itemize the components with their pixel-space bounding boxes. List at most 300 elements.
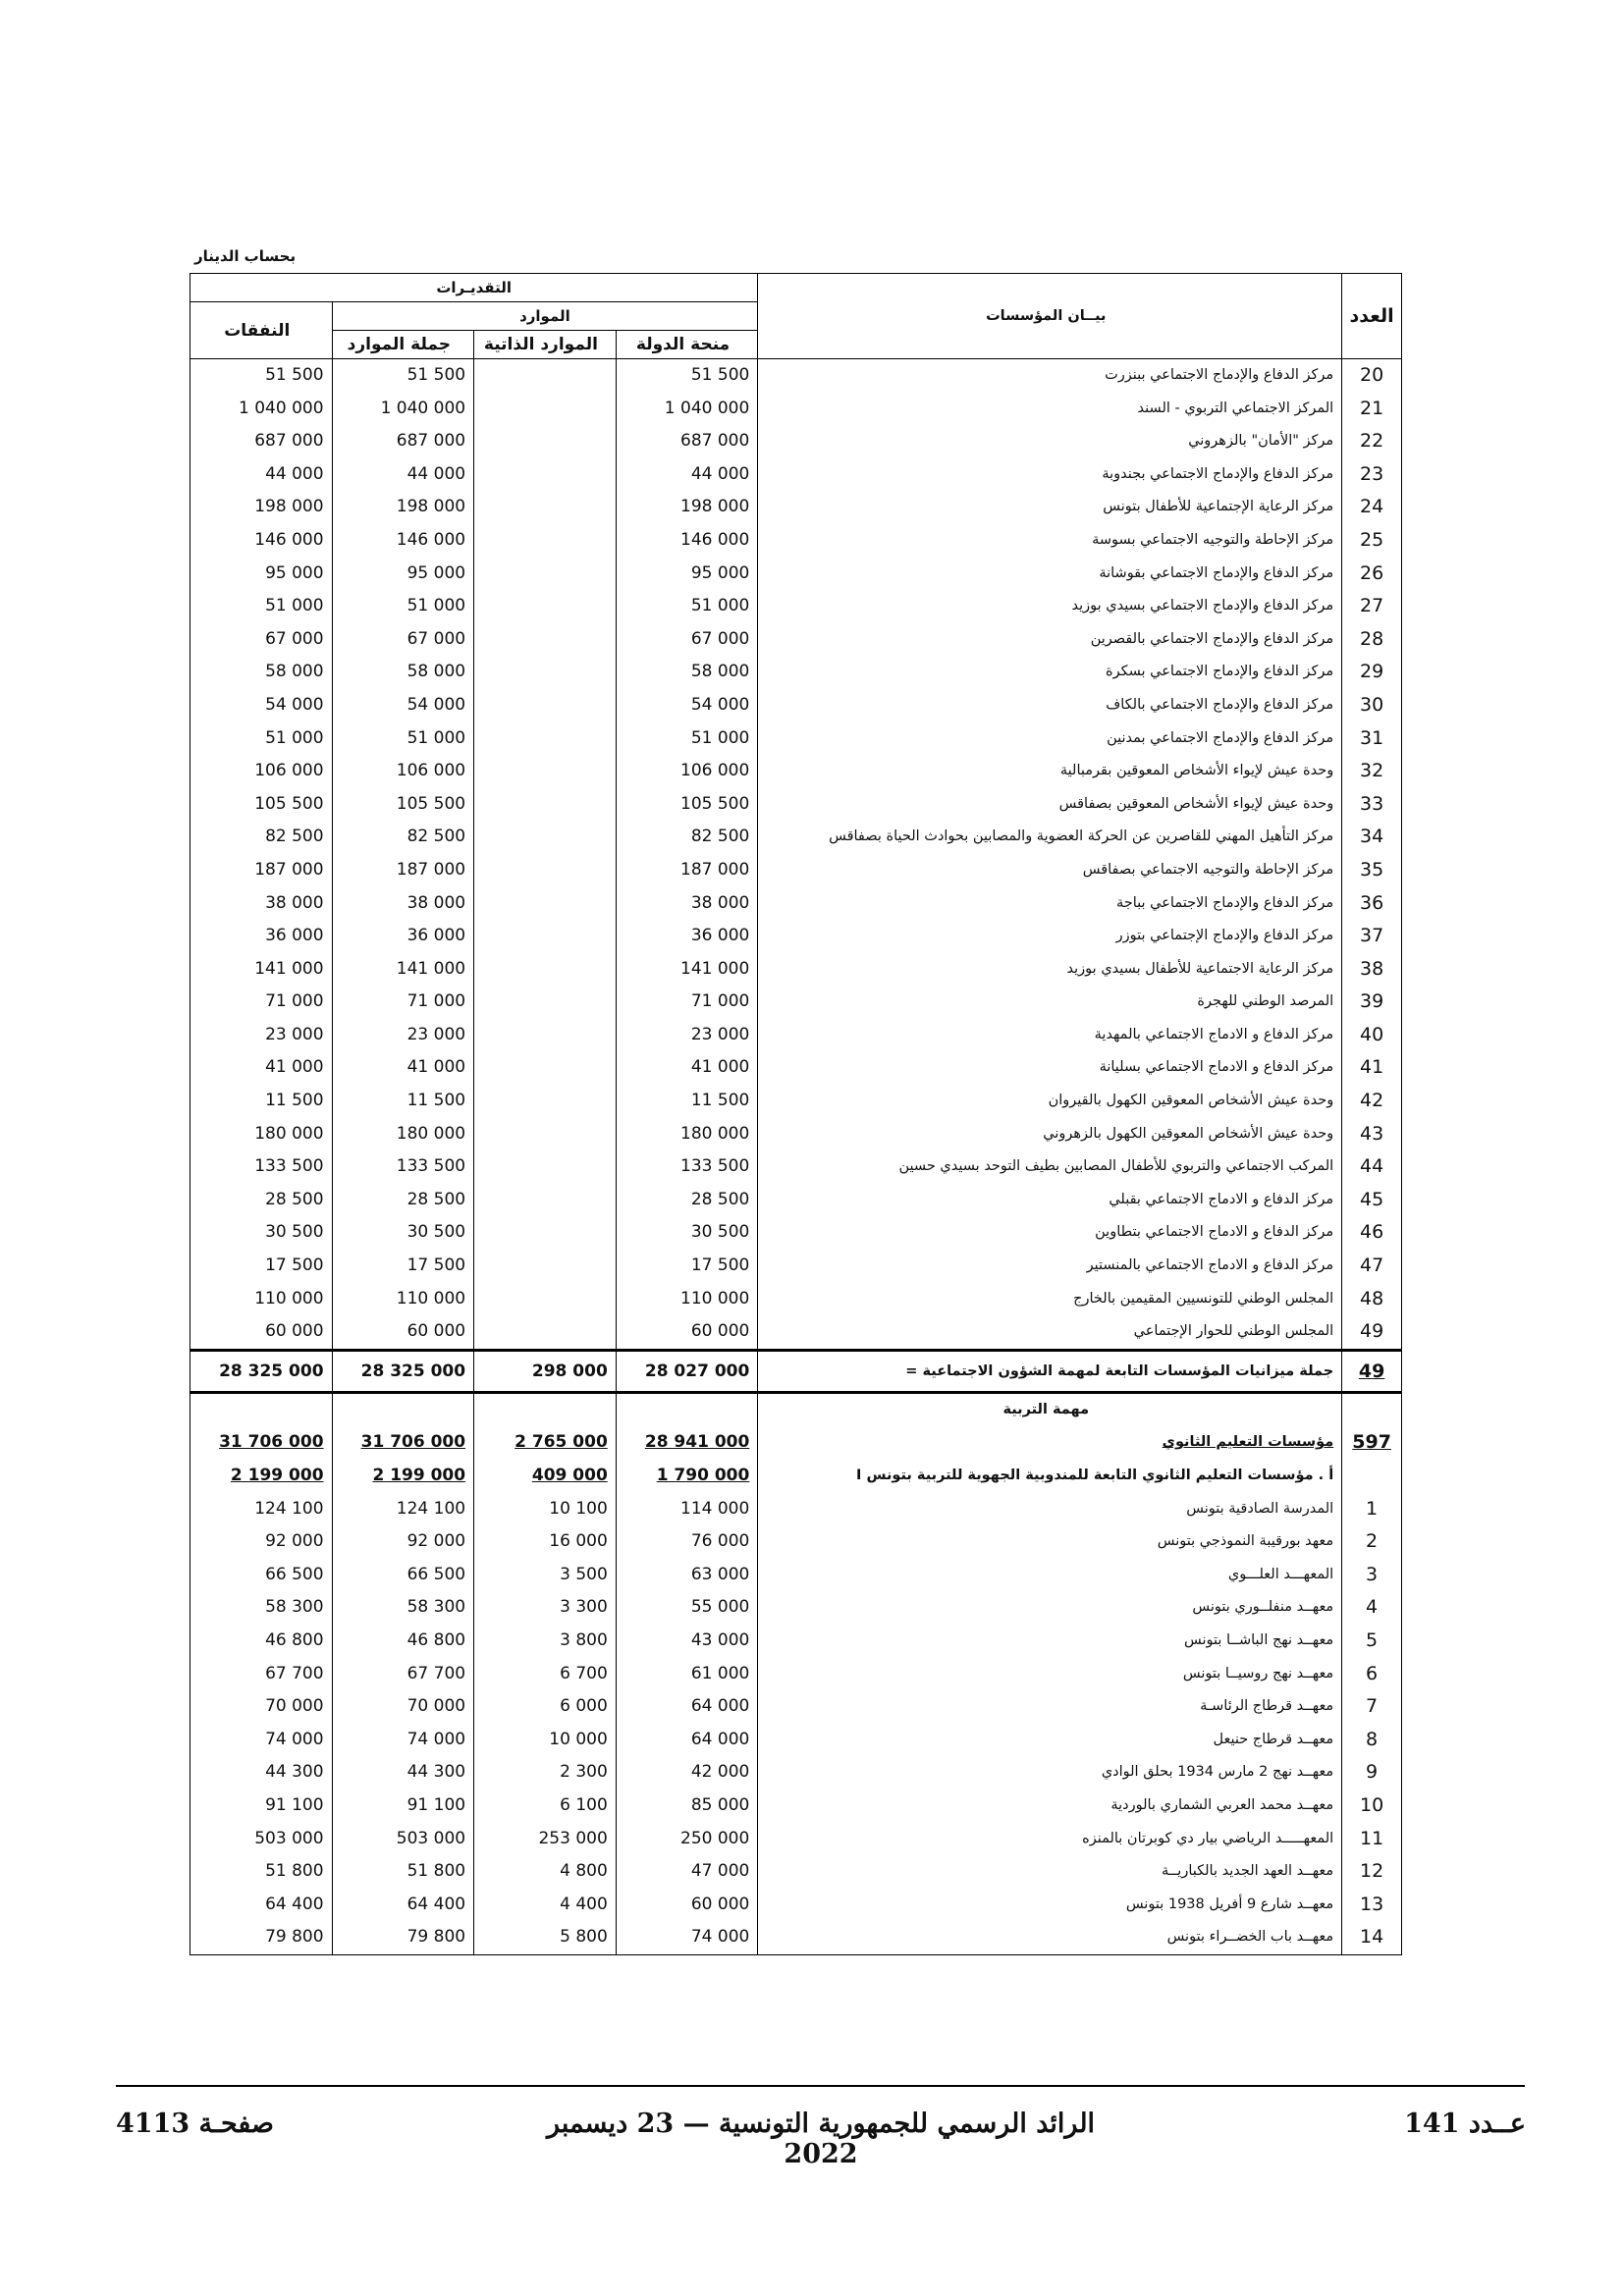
total-resources-cell: 180 000	[332, 1118, 474, 1151]
total-resources-cell: 74 000	[332, 1724, 474, 1757]
row-number-cell: 3	[1342, 1559, 1402, 1592]
table-row	[190, 359, 1402, 393]
own-resources-cell: 2 300	[474, 1756, 617, 1789]
total-resources-cell: 67 000	[332, 623, 474, 657]
state-grant-cell: 76 000	[616, 1525, 758, 1559]
state-grant-cell: 95 000	[616, 558, 758, 591]
expenses-cell: 51 800	[190, 1855, 333, 1889]
total-resources-cell: 70 000	[332, 1690, 474, 1724]
own-resources-cell: 4 800	[474, 1855, 617, 1889]
state-grant-cell: 30 500	[616, 1216, 758, 1250]
total-resources-cell: 503 000	[332, 1823, 474, 1856]
expenses-cell: 44 000	[190, 458, 333, 492]
row-number-cell: 2	[1342, 1525, 1402, 1559]
table-row	[190, 491, 1402, 524]
own-resources-cell: 10 000	[474, 1724, 617, 1757]
row-number-cell: 41	[1342, 1051, 1402, 1085]
regional-group-row	[190, 1460, 1402, 1493]
institution-name-cell: مركز الدفاع والإدماج الاجتماعي بمدنين	[758, 722, 1342, 756]
secondary-institution-rows	[190, 1493, 1402, 1955]
total-resources-cell: 105 500	[332, 788, 474, 822]
state-grant-cell: 61 000	[616, 1658, 758, 1691]
own-resources-cell	[474, 1216, 617, 1250]
table-row	[190, 1525, 1402, 1559]
own-resources-cell	[474, 854, 617, 887]
table-row	[190, 1789, 1402, 1823]
total-own-resources: 298 000	[474, 1350, 617, 1392]
institution-name-cell: المركب الاجتماعي والتربوي للأطفال المصابين بطيف التوحد بسيدي حسين	[758, 1150, 1342, 1184]
institution-name-cell: مركز الدفاع و الادماج الاجتماعي بسليانة	[758, 1051, 1342, 1085]
table-row	[190, 1591, 1402, 1625]
total-label: جملة ميزانيات المؤسسات التابعة لمهمة الشؤون الاجتماعية =	[758, 1350, 1342, 1392]
expenses-cell: 41 000	[190, 1051, 333, 1085]
total-resources-header: جملة الموارد	[332, 331, 474, 359]
row-number-cell: 45	[1342, 1184, 1402, 1217]
row-number-cell: 23	[1342, 458, 1402, 492]
total-resources-cell: 51 000	[332, 590, 474, 623]
total-resources-cell: 28 500	[332, 1184, 474, 1217]
group-state-grant: 1 790 000	[656, 1466, 750, 1485]
expenses-cell: 95 000	[190, 558, 333, 591]
row-number-cell: 47	[1342, 1250, 1402, 1283]
expenses-cell: 58 000	[190, 656, 333, 689]
total-resources-cell: 66 500	[332, 1559, 474, 1592]
institution-name-cell: مركز التأهيل المهني للقاصرين عن الحركة العضوية والمصابين بحوادث الحياة بصفاقس	[758, 821, 1342, 854]
institution-name-cell: المجلس الوطني للتونسيين المقيمين بالخارج	[758, 1283, 1342, 1316]
table-row	[190, 425, 1402, 458]
table-row	[190, 1559, 1402, 1592]
expenses-cell: 687 000	[190, 425, 333, 458]
state-grant-cell: 58 000	[616, 656, 758, 689]
total-resources-cell: 92 000	[332, 1525, 474, 1559]
table-row	[190, 1921, 1402, 1954]
institution-name-cell: مركز الدفاع والإدماج الاجتماعي بقوشانة	[758, 558, 1342, 591]
own-resources-cell	[474, 722, 617, 756]
own-resources-cell	[474, 689, 617, 722]
social-affairs-total	[190, 1350, 1402, 1392]
expenses-cell: 67 700	[190, 1658, 333, 1691]
mission-title: مهمة التربية	[758, 1392, 1342, 1426]
total-resources-cell: 60 000	[332, 1315, 474, 1350]
state-grant-cell: 64 000	[616, 1690, 758, 1724]
institution-name-cell: مركز الدفاع و الادماج الاجتماعي بالمنستير	[758, 1250, 1342, 1283]
footer-rule	[116, 2085, 1525, 2087]
total-resources-cell: 58 300	[332, 1591, 474, 1625]
secondary-total-resources: 31 706 000	[360, 1432, 466, 1453]
own-resources-cell	[474, 393, 617, 426]
own-resources-cell	[474, 1118, 617, 1151]
state-grant-cell: 28 500	[616, 1184, 758, 1217]
institution-name-cell: المعهـــــد الرياضي بيار دي كوبرتان بالمنزه	[758, 1823, 1342, 1856]
footer-page-number: صفحـة 4113	[116, 2109, 274, 2139]
table-row	[190, 1690, 1402, 1724]
state-grant-cell: 71 000	[616, 986, 758, 1019]
total-count: 49	[1342, 1350, 1402, 1392]
state-grant-cell: 250 000	[616, 1823, 758, 1856]
institution-name-cell: مركز "الأمان" بالزهروني	[758, 425, 1342, 458]
own-resources-cell: 3 300	[474, 1591, 617, 1625]
footer-issue-number: عــدد 141	[1404, 2109, 1526, 2139]
row-number-cell: 25	[1342, 524, 1402, 558]
row-number-cell: 8	[1342, 1724, 1402, 1757]
currency-unit-label: بحساب الدينار	[194, 247, 297, 265]
footer-journal-title: الرائد الرسمي للجمهورية التونسية — 23 ديسمبر 2022	[546, 2109, 1096, 2169]
table-row	[190, 1250, 1402, 1283]
row-number-cell: 34	[1342, 821, 1402, 854]
row-number-cell: 4	[1342, 1591, 1402, 1625]
total-resources-cell: 187 000	[332, 854, 474, 887]
expenses-cell: 58 300	[190, 1591, 333, 1625]
expenses-cell: 110 000	[190, 1283, 333, 1316]
table-row	[190, 1051, 1402, 1085]
state-grant-cell: 60 000	[616, 1315, 758, 1350]
row-number-cell: 7	[1342, 1690, 1402, 1724]
expenses-cell: 124 100	[190, 1493, 333, 1526]
row-number-cell: 26	[1342, 558, 1402, 591]
table-row	[190, 590, 1402, 623]
total-resources-cell: 58 000	[332, 656, 474, 689]
own-resources-cell: 5 800	[474, 1921, 617, 1954]
institution-name-cell: المدرسة الصادقية بتونس	[758, 1493, 1342, 1526]
total-resources-cell: 110 000	[332, 1283, 474, 1316]
institution-name-cell: معهــد محمد العربي الشماري بالوردية	[758, 1789, 1342, 1823]
table-row	[190, 821, 1402, 854]
total-total-resources: 28 325 000	[332, 1350, 474, 1392]
total-resources-cell: 687 000	[332, 425, 474, 458]
table-row	[190, 755, 1402, 788]
expenses-cell: 54 000	[190, 689, 333, 722]
institution-name-cell: المركز الاجتماعي التربوي - السند	[758, 393, 1342, 426]
institution-name-cell: مركز الدفاع والإدماج الاجتماعي بباجة	[758, 887, 1342, 921]
estimates-header: التقديـرات	[190, 274, 758, 302]
institution-name-cell: وحدة عيش الأشخاص المعوقين الكهول بالزهروني	[758, 1118, 1342, 1151]
group-total-resources: 2 199 000	[372, 1466, 466, 1485]
own-resources-cell	[474, 755, 617, 788]
state-grant-cell: 74 000	[616, 1921, 758, 1954]
own-resources-cell	[474, 425, 617, 458]
expenses-cell: 51 500	[190, 359, 333, 393]
state-grant-cell: 105 500	[616, 788, 758, 822]
total-resources-cell: 71 000	[332, 986, 474, 1019]
institution-name-cell: مركز الإحاطة والتوجيه الاجتماعي بصفاقس	[758, 854, 1342, 887]
total-resources-cell: 44 000	[332, 458, 474, 492]
own-resources-cell	[474, 524, 617, 558]
institution-name-cell: مركز الرعاية الاجتماعية للأطفال بسيدي بوزيد	[758, 953, 1342, 987]
row-number-cell: 21	[1342, 393, 1402, 426]
expenses-cell: 180 000	[190, 1118, 333, 1151]
own-resources-cell	[474, 1184, 617, 1217]
row-number-cell: 33	[1342, 788, 1402, 822]
state-grant-cell: 47 000	[616, 1855, 758, 1889]
institutions-header: بيــان المؤسسات	[758, 274, 1342, 359]
table-row	[190, 1493, 1402, 1526]
state-grant-cell: 51 000	[616, 722, 758, 756]
expenses-cell: 51 000	[190, 590, 333, 623]
own-resources-cell	[474, 1085, 617, 1118]
state-grant-cell: 41 000	[616, 1051, 758, 1085]
institution-name-cell: معهــد قرطاج الرئاسـة	[758, 1690, 1342, 1724]
own-resources-cell	[474, 953, 617, 987]
table-row	[190, 1855, 1402, 1889]
total-resources-cell: 64 400	[332, 1889, 474, 1922]
total-resources-cell: 30 500	[332, 1216, 474, 1250]
own-resources-cell: 6 700	[474, 1658, 617, 1691]
table-row	[190, 1216, 1402, 1250]
total-resources-cell: 106 000	[332, 755, 474, 788]
state-grant-cell: 44 000	[616, 458, 758, 492]
table-row	[190, 656, 1402, 689]
secondary-state-grant: 28 941 000	[644, 1432, 750, 1453]
institution-name-cell: مركز الدفاع والإدماج الاجتماعي ببنزرت	[758, 359, 1342, 393]
expenses-cell: 28 500	[190, 1184, 333, 1217]
institution-name-cell: مركز الدفاع والإدماج الإجتماعي بتوزر	[758, 920, 1342, 953]
institution-name-cell: المرصد الوطني للهجرة	[758, 986, 1342, 1019]
expenses-cell: 51 000	[190, 722, 333, 756]
expenses-cell: 198 000	[190, 491, 333, 524]
state-grant-cell: 64 000	[616, 1724, 758, 1757]
own-resources-cell: 6 000	[474, 1690, 617, 1724]
state-grant-cell: 198 000	[616, 491, 758, 524]
total-resources-cell: 38 000	[332, 887, 474, 921]
own-resources-cell	[474, 788, 617, 822]
own-resources-cell	[474, 458, 617, 492]
institution-name-cell: معهــد شارع 9 أفريل 1938 بتونس	[758, 1889, 1342, 1922]
state-grant-cell: 82 500	[616, 821, 758, 854]
row-number-cell: 24	[1342, 491, 1402, 524]
total-resources-cell: 51 500	[332, 359, 474, 393]
row-number-cell: 49	[1342, 1315, 1402, 1350]
institution-name-cell: معهــد باب الخضــراء بتونس	[758, 1921, 1342, 1954]
row-number-cell: 5	[1342, 1625, 1402, 1658]
state-grant-cell: 180 000	[616, 1118, 758, 1151]
state-grant-cell: 133 500	[616, 1150, 758, 1184]
state-grant-cell: 60 000	[616, 1889, 758, 1922]
institution-name-cell: مركز الدفاع و الادماج الاجتماعي بقبلي	[758, 1184, 1342, 1217]
total-expenses: 28 325 000	[190, 1350, 333, 1392]
row-number-cell: 6	[1342, 1658, 1402, 1691]
expenses-cell: 146 000	[190, 524, 333, 558]
own-resources-cell	[474, 590, 617, 623]
state-grant-cell: 11 500	[616, 1085, 758, 1118]
group-expenses: 2 199 000	[230, 1466, 324, 1485]
table-row	[190, 722, 1402, 756]
own-resources-cell: 16 000	[474, 1525, 617, 1559]
expenses-cell: 66 500	[190, 1559, 333, 1592]
resources-header: الموارد	[332, 302, 758, 331]
expenses-cell: 82 500	[190, 821, 333, 854]
row-number-cell: 44	[1342, 1150, 1402, 1184]
total-resources-cell: 44 300	[332, 1756, 474, 1789]
expenses-cell: 36 000	[190, 920, 333, 953]
row-number-cell: 46	[1342, 1216, 1402, 1250]
total-resources-cell: 198 000	[332, 491, 474, 524]
expenses-cell: 70 000	[190, 1690, 333, 1724]
table-row	[190, 689, 1402, 722]
expenses-cell: 133 500	[190, 1150, 333, 1184]
state-grant-cell: 23 000	[616, 1019, 758, 1052]
row-number-cell: 1	[1342, 1493, 1402, 1526]
secondary-label: مؤسسات التعليم الثانوي	[1162, 1434, 1334, 1451]
expenses-cell: 64 400	[190, 1889, 333, 1922]
own-resources-cell	[474, 558, 617, 591]
state-grant-cell: 67 000	[616, 623, 758, 657]
own-resources-header: الموارد الذاتية	[474, 331, 617, 359]
state-grant-cell: 54 000	[616, 689, 758, 722]
total-resources-cell: 11 500	[332, 1085, 474, 1118]
expenses-cell: 105 500	[190, 788, 333, 822]
expenses-cell: 30 500	[190, 1216, 333, 1250]
group-count	[1342, 1460, 1402, 1493]
own-resources-cell: 3 500	[474, 1559, 617, 1592]
state-grant-cell: 63 000	[616, 1559, 758, 1592]
row-number-cell: 31	[1342, 722, 1402, 756]
total-resources-cell: 51 800	[332, 1855, 474, 1889]
institution-name-cell: مركز الدفاع والإدماج الاجتماعي بجندوبة	[758, 458, 1342, 492]
institution-name-cell: المعهـــد العلـــوي	[758, 1559, 1342, 1592]
total-resources-cell: 95 000	[332, 558, 474, 591]
institution-name-cell: مركز الدفاع والإدماج الاجتماعي بسكرة	[758, 656, 1342, 689]
table-row	[190, 1658, 1402, 1691]
table-row	[190, 887, 1402, 921]
row-number-cell: 9	[1342, 1756, 1402, 1789]
group-own-resources: 409 000	[531, 1466, 608, 1485]
total-resources-cell: 17 500	[332, 1250, 474, 1283]
table-row	[190, 1283, 1402, 1316]
institution-name-cell: وحدة عيش لإيواء الأشخاص المعوقين بصفاقس	[758, 788, 1342, 822]
total-resources-cell: 41 000	[332, 1051, 474, 1085]
own-resources-cell	[474, 359, 617, 393]
total-resources-cell: 1 040 000	[332, 393, 474, 426]
table-row	[190, 623, 1402, 657]
total-resources-cell: 23 000	[332, 1019, 474, 1052]
own-resources-cell: 10 100	[474, 1493, 617, 1526]
institution-name-cell: مركز الرعاية الإجتماعية للأطفال بتونس	[758, 491, 1342, 524]
row-number-cell: 37	[1342, 920, 1402, 953]
own-resources-cell: 253 000	[474, 1823, 617, 1856]
total-resources-cell: 54 000	[332, 689, 474, 722]
table-row	[190, 920, 1402, 953]
row-number-cell: 22	[1342, 425, 1402, 458]
own-resources-cell	[474, 1283, 617, 1316]
state-grant-cell: 141 000	[616, 953, 758, 987]
total-resources-cell: 82 500	[332, 821, 474, 854]
table-row	[190, 1889, 1402, 1922]
institution-name-cell: معهــد نهج الباشــا بتونس	[758, 1625, 1342, 1658]
state-grant-cell: 51 000	[616, 590, 758, 623]
own-resources-cell	[474, 1250, 617, 1283]
secondary-count: 597	[1352, 1431, 1391, 1454]
table-row	[190, 458, 1402, 492]
institution-name-cell: وحدة عيش لإيواء الأشخاص المعوقين بقرمبالية	[758, 755, 1342, 788]
institution-name-cell: وحدة عيش الأشخاص المعوقين الكهول بالقيروان	[758, 1085, 1342, 1118]
row-number-cell: 38	[1342, 953, 1402, 987]
table-row	[190, 854, 1402, 887]
expenses-cell: 141 000	[190, 953, 333, 987]
expenses-cell: 1 040 000	[190, 393, 333, 426]
own-resources-cell	[474, 1315, 617, 1350]
expenses-cell: 17 500	[190, 1250, 333, 1283]
state-grant-cell: 106 000	[616, 755, 758, 788]
state-grant-cell: 42 000	[616, 1756, 758, 1789]
group-label: أ . مؤسسات التعليم الثانوي التابعة للمندوبية الجهوية للتربية بتونس I	[758, 1460, 1342, 1493]
row-number-cell: 11	[1342, 1823, 1402, 1856]
own-resources-cell	[474, 1051, 617, 1085]
table-row	[190, 1823, 1402, 1856]
own-resources-cell: 3 800	[474, 1625, 617, 1658]
total-state-grant: 28 027 000	[616, 1350, 758, 1392]
expenses-cell: 67 000	[190, 623, 333, 657]
own-resources-cell	[474, 1150, 617, 1184]
expenses-cell: 23 000	[190, 1019, 333, 1052]
expenses-cell: 60 000	[190, 1315, 333, 1350]
secondary-education-row	[190, 1426, 1402, 1460]
expenses-cell: 74 000	[190, 1724, 333, 1757]
institution-name-cell: مركز الدفاع و الادماج الاجتماعي بتطاوين	[758, 1216, 1342, 1250]
table-row	[190, 1118, 1402, 1151]
social-affairs-rows	[190, 359, 1402, 1351]
table-row	[190, 1184, 1402, 1217]
expenses-cell: 503 000	[190, 1823, 333, 1856]
state-grant-cell: 36 000	[616, 920, 758, 953]
total-row	[190, 1350, 1402, 1392]
institution-name-cell: مركز الدفاع والإدماج الاجتماعي بالقصرين	[758, 623, 1342, 657]
total-resources-cell: 67 700	[332, 1658, 474, 1691]
state-grant-cell: 146 000	[616, 524, 758, 558]
state-grant-cell: 17 500	[616, 1250, 758, 1283]
own-resources-cell	[474, 821, 617, 854]
institution-name-cell: معهــد نهج 2 مارس 1934 بحلق الوادي	[758, 1756, 1342, 1789]
state-grant-cell: 1 040 000	[616, 393, 758, 426]
expenses-cell: 79 800	[190, 1921, 333, 1954]
own-resources-cell	[474, 656, 617, 689]
expenses-cell: 106 000	[190, 755, 333, 788]
total-resources-cell: 79 800	[332, 1921, 474, 1954]
institution-name-cell: معهــد نهج روسيــا بتونس	[758, 1658, 1342, 1691]
total-resources-cell: 124 100	[332, 1493, 474, 1526]
institution-name-cell: المجلس الوطني للحوار الإجتماعي	[758, 1315, 1342, 1350]
state-grant-cell: 187 000	[616, 854, 758, 887]
expenses-cell: 11 500	[190, 1085, 333, 1118]
table-row	[190, 1150, 1402, 1184]
own-resources-cell	[474, 920, 617, 953]
expenses-cell: 91 100	[190, 1789, 333, 1823]
expenses-cell: 46 800	[190, 1625, 333, 1658]
state-grant-cell: 687 000	[616, 425, 758, 458]
institution-name-cell: مركز الإحاطة والتوجيه الاجتماعي بسوسة	[758, 524, 1342, 558]
table-row	[190, 1724, 1402, 1757]
own-resources-cell	[474, 1019, 617, 1052]
row-number-cell: 30	[1342, 689, 1402, 722]
row-number-cell: 14	[1342, 1921, 1402, 1954]
row-number-cell: 36	[1342, 887, 1402, 921]
total-resources-cell: 146 000	[332, 524, 474, 558]
own-resources-cell	[474, 887, 617, 921]
secondary-own-resources: 2 765 000	[514, 1432, 608, 1453]
state-grant-cell: 55 000	[616, 1591, 758, 1625]
institution-name-cell: معهد بورقيبة النموذجي بتونس	[758, 1525, 1342, 1559]
expenses-header: النفقات	[190, 302, 333, 359]
expenses-cell: 71 000	[190, 986, 333, 1019]
institution-name-cell: معهــد العهد الجديد بالكباريــة	[758, 1855, 1342, 1889]
own-resources-cell: 4 400	[474, 1889, 617, 1922]
state-grant-header: منحة الدولة	[616, 331, 758, 359]
table-row	[190, 788, 1402, 822]
total-resources-cell: 36 000	[332, 920, 474, 953]
own-resources-cell	[474, 623, 617, 657]
row-number-cell: 32	[1342, 755, 1402, 788]
expenses-cell: 92 000	[190, 1525, 333, 1559]
total-resources-cell: 46 800	[332, 1625, 474, 1658]
